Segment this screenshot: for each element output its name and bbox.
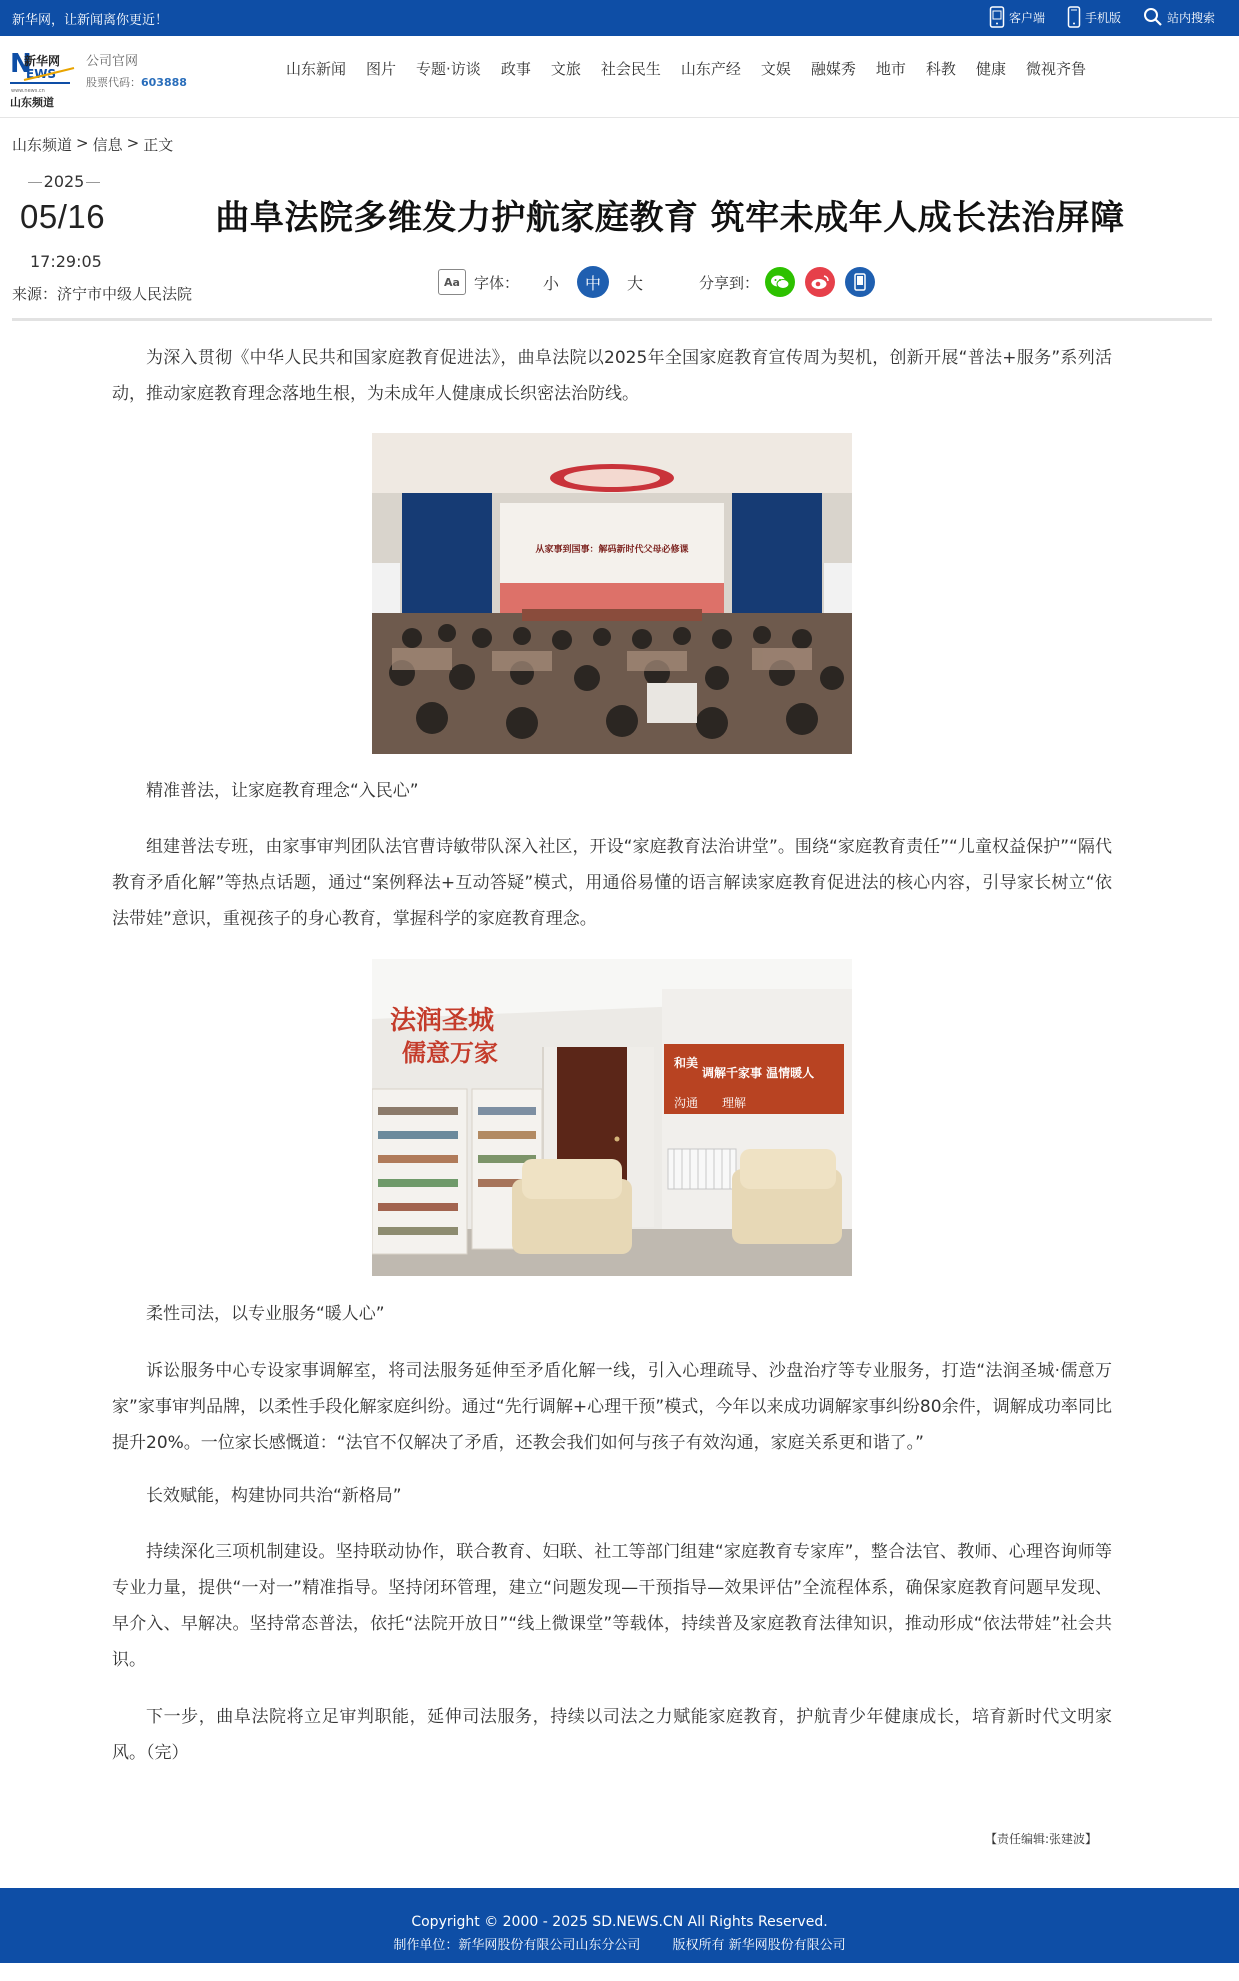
site-header <box>0 36 1239 118</box>
site-footer <box>0 1888 1239 1963</box>
share-label: 分享到： <box>699 273 760 292</box>
footer-maker-label: 制作单位：新华网股份有限公司山东分公司 <box>393 1938 641 1953</box>
section-heading-3: 长效赋能，构建协同共治“新格局” <box>146 1486 402 1506</box>
mediation-sign-2: 调解千家事 温情暖人 <box>702 1066 815 1080</box>
article-paragraph-1: 为深入贯彻《中华人民共和国家庭教育促进法》，曲阜法院以2025年全国家庭教育宣传周为契机，创新开展“普法+服务”系列活动，推动家庭教育理念落地生根，为未成年人健康成长织密法治防线。 <box>112 348 1112 404</box>
top-links <box>989 6 1215 28</box>
section-heading-1: 精准普法，让家庭教育理念“入民心” <box>146 781 419 801</box>
svg-text:新华网: 新华网 <box>24 54 61 68</box>
svg-text:N: N <box>10 49 32 79</box>
section-heading-2: 柔性司法，以专业服务“暖人心” <box>146 1304 385 1324</box>
breadcrumb <box>12 134 173 155</box>
client-app-icon <box>989 6 1005 28</box>
font-size-label: 字体： <box>474 273 520 292</box>
mobile-phone-icon <box>1067 6 1081 28</box>
font-large-button[interactable]: 大 <box>627 273 644 293</box>
main-nav <box>276 58 1096 79</box>
font-size-icon: Aa <box>438 269 466 295</box>
xinhua-logo[interactable] <box>10 48 76 109</box>
article-tools <box>438 266 875 298</box>
nav-item-tourism[interactable]: 文旅 <box>550 60 581 78</box>
site-slogan: 新华网，让新闻离你更近！ <box>12 13 169 28</box>
photo-lecture <box>372 433 852 754</box>
stock-label: 股票代码： <box>86 76 141 89</box>
nav-item-health[interactable]: 健康 <box>975 60 1006 78</box>
nav-item-cities[interactable]: 地市 <box>875 60 906 78</box>
photo-mediation-room <box>372 959 852 1276</box>
breadcrumb-current: 正文 <box>143 136 174 154</box>
client-app-link[interactable] <box>989 6 1045 28</box>
article-paragraph-4: 持续深化三项机制建设。坚持联动协作，联合教育、妇联、社工等部门组建“家庭教育专家库”，整合法官、教师、心理咨询师等专业力量，提供“一对一”精准指导。坚持闭环管理，建立“问题发现—干预指导—效果评估”全流程体系，确保家庭教育问题早发现、早介入、早解决。坚持常态普法，依托“法院开放日”“线上微课堂”等载体，持续普及家庭教育法律知识，推动形成“依法带娃”社会共识。 <box>112 1542 1112 1670</box>
breadcrumb-channel[interactable]: 山东频道 <box>12 136 73 154</box>
share-wechat-button[interactable] <box>765 267 795 297</box>
publish-year: 2025 <box>24 172 104 191</box>
article-paragraph-5: 下一步，曲阜法院将立足审判职能，延伸司法服务，持续以司法之力赋能家庭教育，护航青少年健康成长，培育新时代文明家风。（完） <box>112 1707 1112 1763</box>
wall-text-1: 法润圣城 <box>390 1006 495 1036</box>
breadcrumb-sep: > <box>76 134 89 152</box>
official-site-link[interactable]: 公司官网 <box>86 54 139 69</box>
article-title: 曲阜法院多维发力护航家庭教育 筑牢未成年人成长法治屏障 <box>215 198 1125 238</box>
nav-item-entertainment[interactable]: 文娱 <box>760 60 791 78</box>
breadcrumb-sep: > <box>126 134 140 152</box>
publish-month-day: 05/16 <box>20 198 106 235</box>
nav-item-politics[interactable]: 政事 <box>500 60 531 78</box>
stock-code-value: 603888 <box>141 76 187 89</box>
article-source: 来源：济宁市中级人民法院 <box>12 285 193 303</box>
font-small-button[interactable]: 小 <box>543 273 560 293</box>
font-medium-button[interactable]: 中 <box>577 266 609 298</box>
article-paragraph-2: 组建普法专班，由家事审判团队法官曹诗敏带队深入社区，开设“家庭教育法治讲堂”。围绕“家庭教育责任”“儿童权益保护”“隔代教育矛盾化解”等热点话题，通过“案例释法+互动答疑”模式，用通俗易懂的语言解读家庭教育促进法的核心内容，引导家长树立“依法带娃”意识，重视孩子的身心教育，掌握科学的家庭教育理念。 <box>112 837 1112 929</box>
wall-text-2: 儒意万家 <box>402 1039 498 1067</box>
nav-item-education[interactable]: 科教 <box>925 60 956 78</box>
top-bar <box>0 0 1239 36</box>
site-search-link[interactable] <box>1143 7 1215 27</box>
nav-item-pictures[interactable]: 图片 <box>366 60 397 78</box>
mediation-room-photo-image <box>372 959 852 1276</box>
mobile-version-label: 手机版 <box>1084 10 1121 25</box>
weibo-icon <box>810 274 830 290</box>
client-app-label: 客户端 <box>1008 10 1045 25</box>
article-paragraph-3: 诉讼服务中心专设家事调解室，将司法服务延伸至矛盾化解一线，引入心理疏导、沙盘治疗等专业服务，打造“法润圣城·儒意万家”家事审判品牌，以柔性手段化解家庭纠纷。通过“先行调解+心理干预”模式，今年以来成功调解家事纠纷80余件，调解成功率同比提升20%。一位家长感慨道：“法官不仅解决了矛盾，还教会我们如何与孩子有效沟通，家庭关系更和谐了。” <box>112 1361 1112 1453</box>
share-weibo-button[interactable] <box>805 267 835 297</box>
mobile-share-icon <box>854 273 866 291</box>
wechat-icon <box>770 274 790 290</box>
share-mobile-button[interactable] <box>845 267 875 297</box>
nav-item-video[interactable]: 微视齐鲁 <box>1025 60 1086 78</box>
stock-code <box>86 74 187 90</box>
nav-item-shandong-news[interactable]: 山东新闻 <box>286 60 347 78</box>
footer-maker <box>0 1934 1239 1953</box>
footer-rights-label: 版权所有 新华网股份有限公司 <box>672 1938 846 1953</box>
responsible-editor: 【责任编辑:张建波】 <box>984 1832 1097 1846</box>
breadcrumb-info[interactable]: 信息 <box>92 136 123 154</box>
nav-item-media[interactable]: 融媒秀 <box>810 60 856 78</box>
mediation-sign-4: 理解 <box>722 1096 747 1110</box>
title-divider <box>12 318 1212 321</box>
svg-text:www.news.cn: www.news.cn <box>11 88 45 94</box>
svg-text:EWS: EWS <box>26 67 57 81</box>
nav-item-society[interactable]: 社会民生 <box>600 60 661 78</box>
lecture-banner-text: 从家事到国事：解码新时代父母必修课 <box>535 545 689 555</box>
mediation-sign-3: 沟通 <box>674 1096 699 1110</box>
lecture-photo-image <box>372 433 852 754</box>
publish-time: 17:29:05 <box>30 252 102 271</box>
nav-item-topics[interactable]: 专题·访谈 <box>416 60 481 78</box>
site-search-label: 站内搜索 <box>1166 10 1215 25</box>
nav-item-economy[interactable]: 山东产经 <box>680 60 741 78</box>
search-icon <box>1143 7 1163 27</box>
mediation-sign-1: 和美 <box>674 1056 699 1070</box>
mobile-version-link[interactable] <box>1067 6 1121 28</box>
footer-copyright: Copyright © 2000 - 2025 SD.NEWS.CN All Rights Reserved. <box>411 1914 828 1930</box>
logo-subtitle: 山东频道 <box>10 96 54 109</box>
